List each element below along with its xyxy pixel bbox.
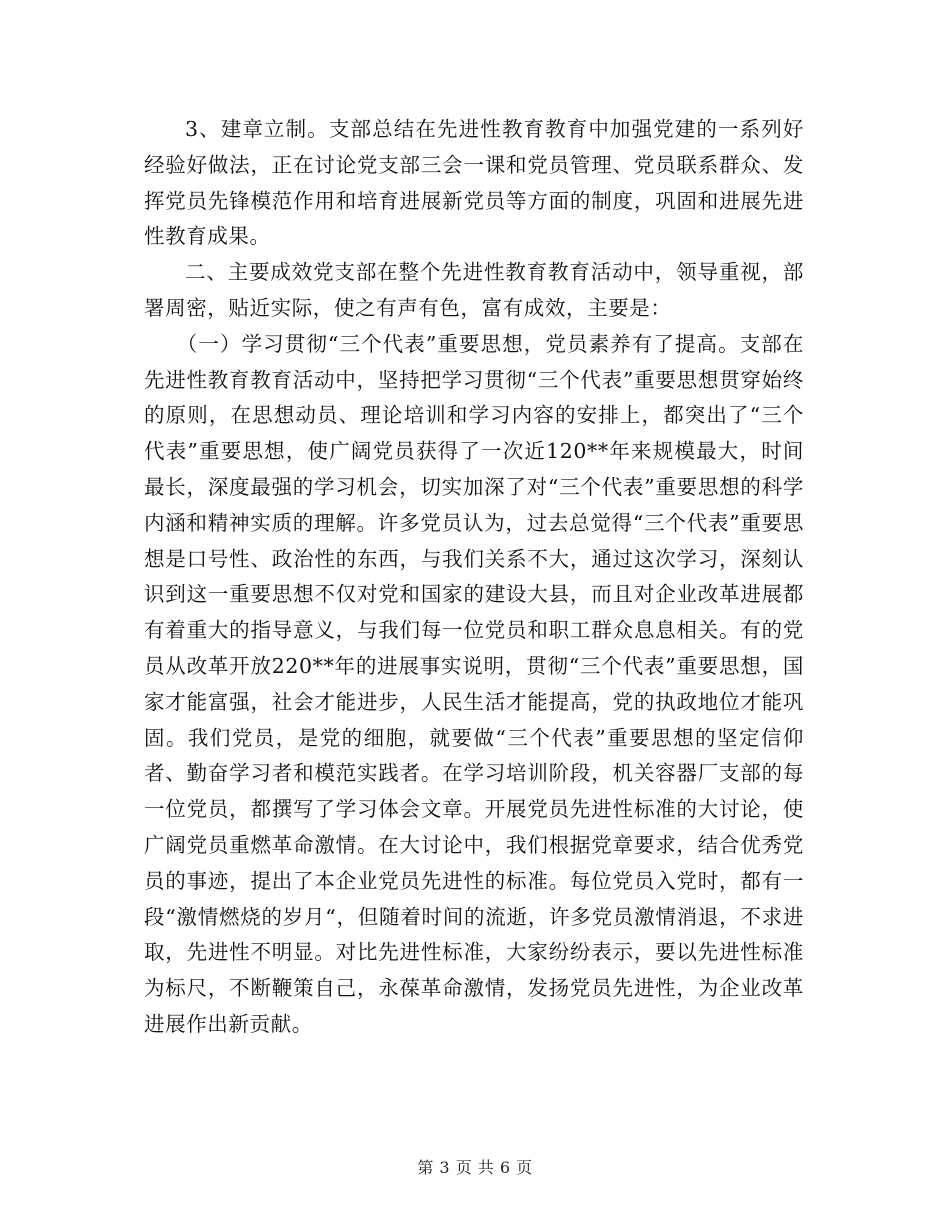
- document-body: [144, 112, 804, 1043]
- page-footer: [0, 1155, 950, 1178]
- paragraph-main-results: 二、主要成效党支部在整个先进性教育教育活动中，领导重视，部署周密，贴近实际，使之有声有色，富有成效，主要是：: [144, 260, 804, 320]
- paragraph-study-three-represents: （一）学习贯彻“三个代表”重要思想，党员素养有了提高。支部在先进性教育教育活动中，坚持把学习贯彻“三个代表”重要思想贯穿始终的原则，在思想动员、理论培训和学习内容的安排上，都突出了“三个代表”重要思想，使广阔党员获得了一次近120**年来规模最大，时间最长，深度最强的学习机会，切实加深了对“三个代表”重要思想的科学内涵和精神实质的理解。许多党员认为，过去总觉得“三个代表”重要思想是口号性、政治性的东西，与我们关系不大，通过这次学习，深刻认识到这一重要思想不仅对党和国家的建设大县，而且对企业改革进展都有着重大的指导意义，与我们每一位党员和职工群众息息相关。有的党员从改革开放220**年的进展事实说明，贯彻“三个代表”重要思想，国家才能富强，社会才能进步，人民生活才能提高，党的执政地位才能巩固。我们党员，是党的细胞，就要做“三个代表”重要思想的坚定信仰者、勤奋学习者和模范实践者。在学习培训阶段，机关容器厂支部的每一位党员，都撰写了学习体会文章。开展党员先进性标准的大讨论，使广阔党员重燃革命激情。在大讨论中，我们根据党章要求，结合优秀党员的事迹，提出了本企业党员先进性的标准。每位党员入党时，都有一段“激情燃烧的岁月“，但随着时间的流逝，许多党员激情消退，不求进取，先进性不明显。对比先进性标准，大家纷纷表示，要以先进性标准为标尺，不断鞭策自己，永葆革命激情，发扬党员先进性，为企业改革进展作出新贡献。: [144, 331, 804, 1036]
- paragraph-regulations: 3、建章立制。支部总结在先进性教育教育中加强党建的一系列好经验好做法，正在讨论党支部三会一课和党员管理、党员联系群众、发挥党员先锋模范作用和培育进展新党员等方面的制度，巩固和进展先进性教育成果。: [144, 117, 804, 249]
- page-number: 第 3 页 共 6 页: [417, 1158, 533, 1177]
